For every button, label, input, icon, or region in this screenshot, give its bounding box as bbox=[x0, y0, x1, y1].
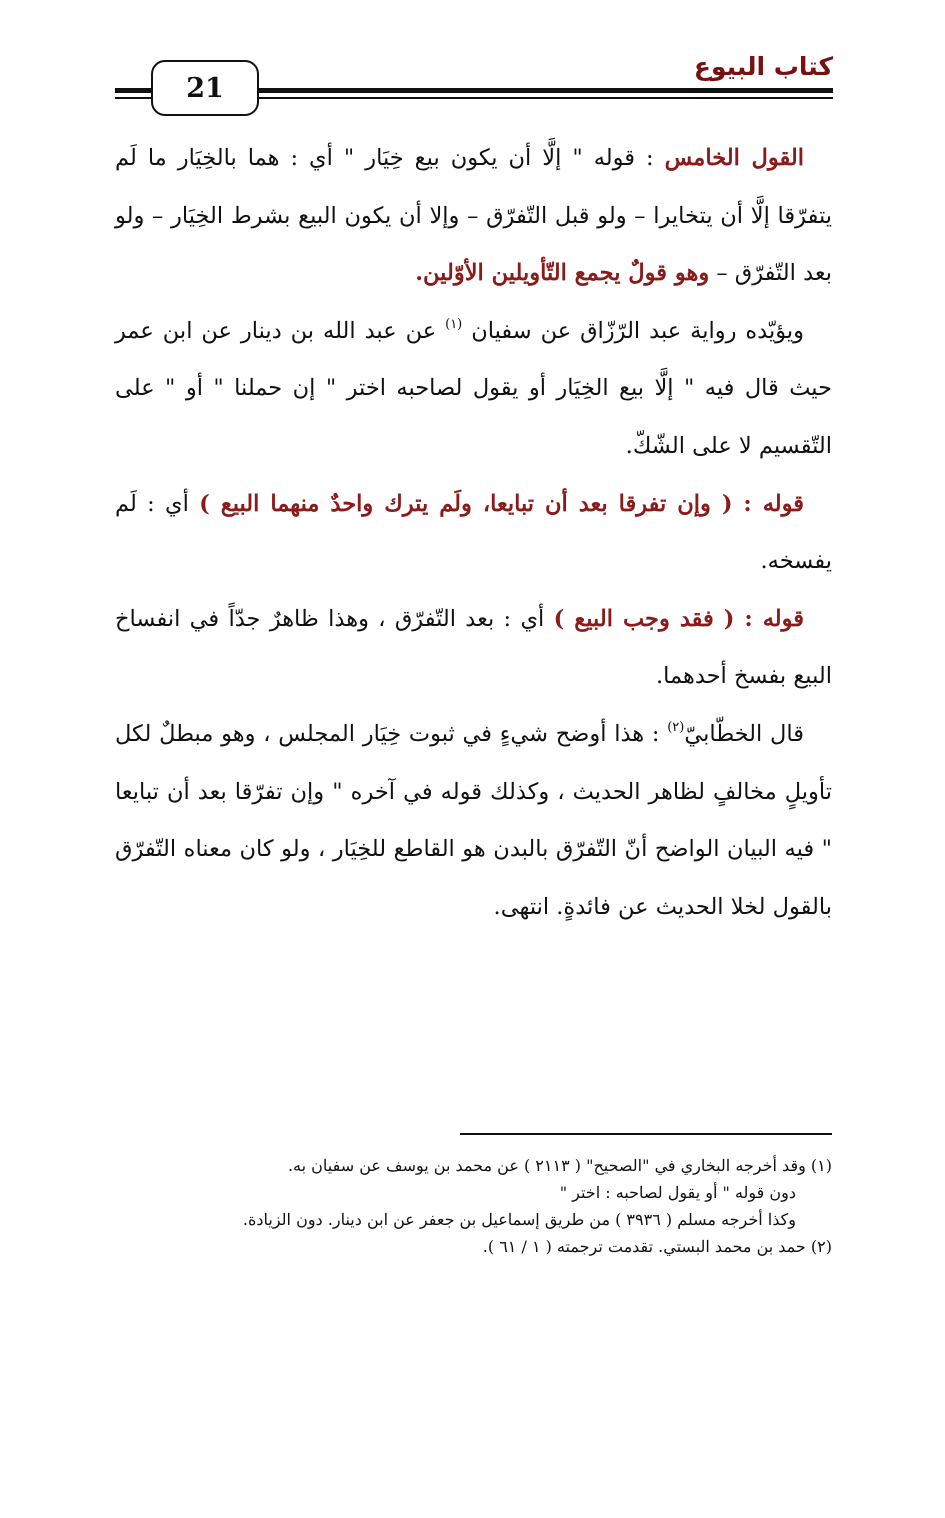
main-text bbox=[115, 130, 832, 936]
paragraph-3-label: قوله : ( وإن تفرقا بعد أن تبايعا، ولَم يترك واحدٌ منهما البيع ) bbox=[199, 490, 805, 517]
paragraph-3 bbox=[115, 476, 832, 591]
paragraph-2-text-a: ويؤيّده رواية عبد الرّزّاق عن سفيان bbox=[471, 317, 805, 344]
paragraph-2-text-b: عن عبد الله بن دينار عن ابن عمر حيث قال فيه " إلَّا بيع الخِيَار أو يقول لصاحبه اختر " إن حملنا " أو " على التّقسيم لا على الشّكّ. bbox=[115, 317, 832, 459]
paragraph-4-text: أي : بعد التّفرّق ، وهذا ظاهرٌ جدّاً في انفساخ البيع بفسخ أحدهما. bbox=[115, 605, 832, 690]
footnote-1-line-1: (١) وقد أخرجه البخاري في "الصحيح" ( ٢١١٣ ) عن محمد بن يوسف عن سفيان به. bbox=[287, 1156, 832, 1175]
footnotes bbox=[115, 1152, 832, 1260]
book-title: كتاب البيوع bbox=[693, 52, 833, 81]
footnote-ref-2[interactable]: (٢) bbox=[667, 719, 685, 735]
footnote-1-line-2: دون قوله " أو يقول لصاحبه : اختر " bbox=[559, 1183, 796, 1202]
paragraph-1-label: القول الخامس bbox=[664, 145, 804, 171]
footnote-separator bbox=[460, 1133, 832, 1135]
paragraph-5 bbox=[115, 706, 832, 936]
paragraph-5-text-b: : هذا أوضح شيءٍ في ثبوت خِيَار المجلس ، وهو مبطلٌ لكل تأويلٍ مخالفٍ لظاهر الحديث ، وكذلك قوله في آخره " وإن تفرّقا بعد أن تبايعا " فيه البيان الواضح أنّ التّفرّق بالبدن هو القاطع للخِيَار ، ولو كان معناه التّفرّق بالقول لخلا الحديث عن فائدةٍ. انتهى. bbox=[115, 720, 832, 920]
paragraph-1 bbox=[115, 130, 832, 303]
paragraph-5-text-a: قال الخطّابيّ bbox=[684, 720, 804, 747]
footnote-ref-1[interactable]: (١) bbox=[445, 316, 463, 332]
paragraph-4 bbox=[115, 591, 832, 706]
footnote-2: (٢) حمد بن محمد البستي. تقدمت ترجمته ( ١ / ٦١ ). bbox=[482, 1237, 832, 1256]
footnote-1-line-3: وكذا أخرجه مسلم ( ٣٩٣٦ ) من طريق إسماعيل بن جعفر عن ابن دينار. دون الزيادة. bbox=[242, 1210, 796, 1229]
paragraph-1-text: : قوله " إلَّا أن يكون بيع خِيَار " أي : هما بالخِيَار ما لَم يتفرّقا إلَّا أن يتخايرا – ولو قبل التّفرّق – وإلا أن يكون البيع بشرط الخِيَار – ولو بعد التّفرّق – bbox=[115, 145, 832, 287]
paragraph-4-label: قوله : ( فقد وجب البيع ) bbox=[553, 605, 805, 632]
paragraph-3-text: أي : لَم يفسخه. bbox=[115, 490, 832, 575]
page-number: 21 bbox=[151, 60, 259, 116]
paragraph-1-emphasis: وهو قولٌ يجمع التّأويلين الأوّلين. bbox=[415, 260, 710, 287]
paragraph-2 bbox=[115, 303, 832, 476]
